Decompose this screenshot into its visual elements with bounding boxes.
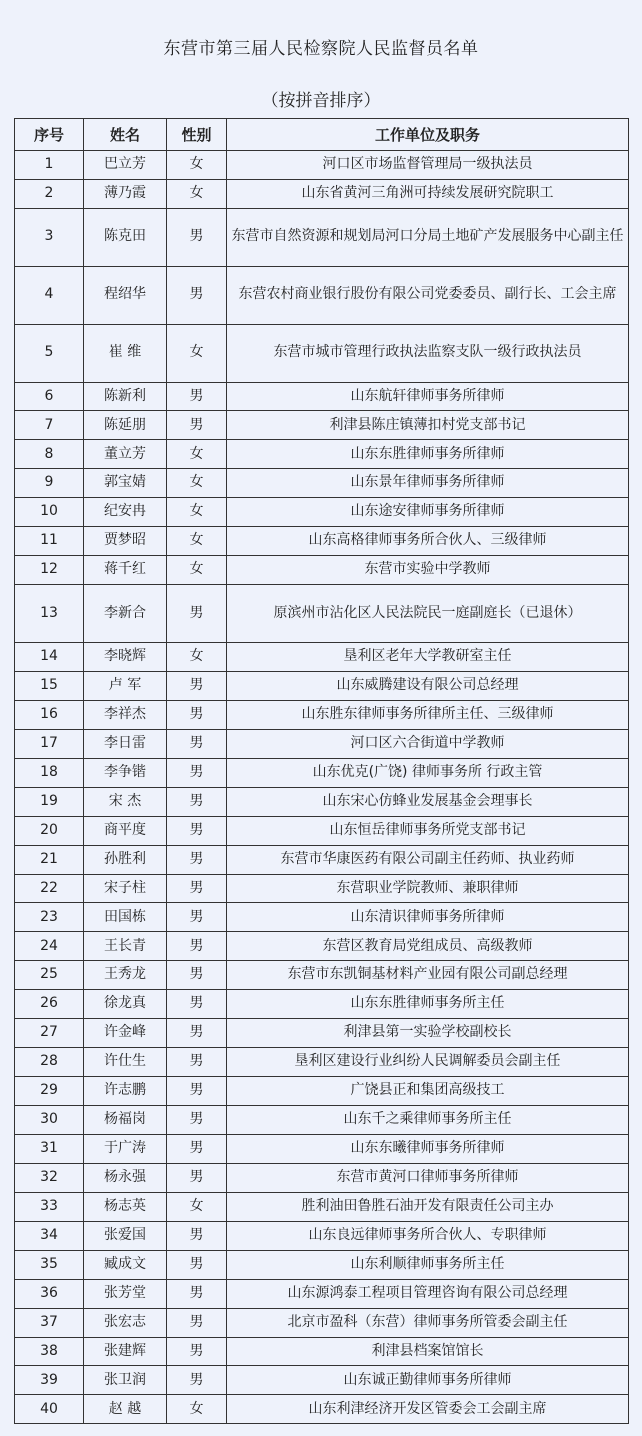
cell-gender: 男 xyxy=(167,671,227,700)
cell-name: 纪安冉 xyxy=(84,498,167,527)
cell-number: 2 xyxy=(15,179,84,208)
cell-name: 程绍华 xyxy=(84,266,167,324)
cell-gender: 女 xyxy=(167,1395,227,1424)
cell-department: 山东诚正勤律师事务所律师 xyxy=(227,1366,629,1395)
table-row xyxy=(15,1221,629,1250)
table-row xyxy=(15,208,629,266)
cell-name: 臧成文 xyxy=(84,1250,167,1279)
table-row xyxy=(15,961,629,990)
cell-department: 河口区市场监督管理局一级执法员 xyxy=(227,151,629,180)
cell-department: 河口区六合街道中学教师 xyxy=(227,729,629,758)
table-row xyxy=(15,469,629,498)
cell-number: 35 xyxy=(15,1250,84,1279)
cell-department: 山东优克(广饶) 律师事务所 行政主管 xyxy=(227,758,629,787)
cell-name: 商平度 xyxy=(84,816,167,845)
table-row xyxy=(15,729,629,758)
cell-department: 利津县陈庄镇薄扣村党支部书记 xyxy=(227,411,629,440)
table-row xyxy=(15,266,629,324)
table-row xyxy=(15,151,629,180)
cell-name: 李祥杰 xyxy=(84,700,167,729)
cell-name: 卢 军 xyxy=(84,671,167,700)
table-row xyxy=(15,1106,629,1135)
cell-name: 张芳堂 xyxy=(84,1279,167,1308)
cell-number: 9 xyxy=(15,469,84,498)
table-row xyxy=(15,1134,629,1163)
cell-department: 东营农村商业银行股份有限公司党委委员、副行长、工会主席 xyxy=(227,266,629,324)
cell-department: 东营区教育局党组成员、高级教师 xyxy=(227,932,629,961)
cell-name: 杨福岗 xyxy=(84,1106,167,1135)
cell-number: 1 xyxy=(15,151,84,180)
cell-gender: 女 xyxy=(167,643,227,672)
cell-gender: 男 xyxy=(167,1308,227,1337)
cell-department: 东营职业学院教师、兼职律师 xyxy=(227,874,629,903)
table-row xyxy=(15,990,629,1019)
cell-number: 26 xyxy=(15,990,84,1019)
cell-gender: 男 xyxy=(167,845,227,874)
cell-gender: 女 xyxy=(167,179,227,208)
cell-gender: 男 xyxy=(167,382,227,411)
table-row xyxy=(15,1308,629,1337)
cell-gender: 男 xyxy=(167,874,227,903)
cell-name: 杨永强 xyxy=(84,1163,167,1192)
cell-gender: 女 xyxy=(167,469,227,498)
cell-gender: 男 xyxy=(167,266,227,324)
table-row xyxy=(15,903,629,932)
table-row xyxy=(15,1279,629,1308)
cell-name: 蒋千红 xyxy=(84,556,167,585)
cell-number: 38 xyxy=(15,1337,84,1366)
cell-department: 利津县档案馆馆长 xyxy=(227,1337,629,1366)
cell-department: 东营市城市管理行政执法监察支队一级行政执法员 xyxy=(227,324,629,382)
cell-number: 23 xyxy=(15,903,84,932)
cell-number: 12 xyxy=(15,556,84,585)
cell-department: 广饶县正和集团高级技工 xyxy=(227,1077,629,1106)
cell-number: 37 xyxy=(15,1308,84,1337)
cell-gender: 男 xyxy=(167,1250,227,1279)
cell-gender: 男 xyxy=(167,1077,227,1106)
cell-gender: 男 xyxy=(167,1134,227,1163)
cell-gender: 女 xyxy=(167,1192,227,1221)
cell-name: 宋子柱 xyxy=(84,874,167,903)
cell-name: 薄乃霞 xyxy=(84,179,167,208)
cell-number: 31 xyxy=(15,1134,84,1163)
cell-department: 山东胜东律师事务所律所主任、三级律师 xyxy=(227,700,629,729)
cell-name: 张卫润 xyxy=(84,1366,167,1395)
cell-department: 山东东胜律师事务所主任 xyxy=(227,990,629,1019)
cell-department: 垦利区老年大学教研室主任 xyxy=(227,643,629,672)
cell-name: 李争锴 xyxy=(84,758,167,787)
cell-department: 山东高格律师事务所合伙人、三级律师 xyxy=(227,527,629,556)
cell-number: 40 xyxy=(15,1395,84,1424)
cell-name: 杨志英 xyxy=(84,1192,167,1221)
cell-gender: 男 xyxy=(167,411,227,440)
cell-gender: 男 xyxy=(167,758,227,787)
cell-number: 34 xyxy=(15,1221,84,1250)
cell-department: 山东航轩律师事务所律师 xyxy=(227,382,629,411)
table-row xyxy=(15,1192,629,1221)
cell-number: 18 xyxy=(15,758,84,787)
cell-gender: 女 xyxy=(167,151,227,180)
cell-gender: 男 xyxy=(167,961,227,990)
cell-name: 贾梦昭 xyxy=(84,527,167,556)
cell-gender: 男 xyxy=(167,816,227,845)
cell-name: 孙胜利 xyxy=(84,845,167,874)
table-row xyxy=(15,324,629,382)
cell-name: 李新合 xyxy=(84,585,167,643)
cell-number: 30 xyxy=(15,1106,84,1135)
cell-number: 13 xyxy=(15,585,84,643)
header-number: 序号 xyxy=(15,119,84,151)
table-row xyxy=(15,1395,629,1424)
cell-name: 许金峰 xyxy=(84,1019,167,1048)
cell-number: 7 xyxy=(15,411,84,440)
cell-number: 25 xyxy=(15,961,84,990)
cell-department: 山东宋心仿蜂业发展基金会理事长 xyxy=(227,787,629,816)
cell-department: 山东利顺律师事务所主任 xyxy=(227,1250,629,1279)
cell-name: 崔 维 xyxy=(84,324,167,382)
cell-name: 陈克田 xyxy=(84,208,167,266)
cell-number: 28 xyxy=(15,1048,84,1077)
cell-gender: 男 xyxy=(167,585,227,643)
cell-gender: 女 xyxy=(167,324,227,382)
cell-department: 山东千之乘律师事务所主任 xyxy=(227,1106,629,1135)
cell-gender: 男 xyxy=(167,903,227,932)
cell-department: 东营市东凯铜基材料产业园有限公司副总经理 xyxy=(227,961,629,990)
cell-name: 徐龙真 xyxy=(84,990,167,1019)
table-row xyxy=(15,1366,629,1395)
cell-department: 垦利区建设行业纠纷人民调解委员会副主任 xyxy=(227,1048,629,1077)
cell-number: 33 xyxy=(15,1192,84,1221)
cell-number: 16 xyxy=(15,700,84,729)
cell-department: 山东途安律师事务所律师 xyxy=(227,498,629,527)
cell-gender: 男 xyxy=(167,1279,227,1308)
cell-number: 36 xyxy=(15,1279,84,1308)
cell-department: 东营市自然资源和规划局河口分局土地矿产发展服务中心副主任 xyxy=(227,208,629,266)
cell-name: 许仕生 xyxy=(84,1048,167,1077)
cell-department: 山东清识律师事务所律师 xyxy=(227,903,629,932)
table-row xyxy=(15,787,629,816)
cell-gender: 男 xyxy=(167,932,227,961)
table-row xyxy=(15,1250,629,1279)
cell-department: 山东良远律师事务所合伙人、专职律师 xyxy=(227,1221,629,1250)
cell-gender: 男 xyxy=(167,1048,227,1077)
cell-name: 李日雷 xyxy=(84,729,167,758)
cell-name: 张宏志 xyxy=(84,1308,167,1337)
cell-gender: 女 xyxy=(167,527,227,556)
cell-department: 北京市盈科（东营）律师事务所管委会副主任 xyxy=(227,1308,629,1337)
cell-number: 22 xyxy=(15,874,84,903)
cell-gender: 男 xyxy=(167,1019,227,1048)
cell-gender: 男 xyxy=(167,1221,227,1250)
table-row xyxy=(15,382,629,411)
cell-number: 8 xyxy=(15,440,84,469)
cell-gender: 男 xyxy=(167,1337,227,1366)
cell-department: 东营市华康医药有限公司副主任药师、执业药师 xyxy=(227,845,629,874)
cell-gender: 男 xyxy=(167,700,227,729)
cell-name: 陈延朋 xyxy=(84,411,167,440)
cell-name: 田国栋 xyxy=(84,903,167,932)
cell-number: 4 xyxy=(15,266,84,324)
cell-number: 39 xyxy=(15,1366,84,1395)
cell-number: 14 xyxy=(15,643,84,672)
cell-department: 山东恒岳律师事务所党支部书记 xyxy=(227,816,629,845)
cell-number: 15 xyxy=(15,671,84,700)
table-row xyxy=(15,411,629,440)
cell-number: 32 xyxy=(15,1163,84,1192)
cell-name: 郭宝婧 xyxy=(84,469,167,498)
cell-number: 11 xyxy=(15,527,84,556)
cell-department: 山东景年律师事务所律师 xyxy=(227,469,629,498)
table-row xyxy=(15,671,629,700)
cell-name: 于广涛 xyxy=(84,1134,167,1163)
cell-department: 山东东胜律师事务所律师 xyxy=(227,440,629,469)
table-row xyxy=(15,700,629,729)
cell-gender: 女 xyxy=(167,440,227,469)
cell-name: 王长青 xyxy=(84,932,167,961)
page-subtitle: （按拼音排序） xyxy=(261,91,381,111)
table-row xyxy=(15,1019,629,1048)
cell-name: 张爱国 xyxy=(84,1221,167,1250)
table-header-row xyxy=(15,119,629,151)
header-department: 工作单位及职务 xyxy=(227,119,629,151)
page-title: 东营市第三届人民检察院人民监督员名单 xyxy=(163,39,479,59)
cell-number: 29 xyxy=(15,1077,84,1106)
cell-department: 山东东曦律师事务所律师 xyxy=(227,1134,629,1163)
cell-gender: 男 xyxy=(167,729,227,758)
cell-gender: 男 xyxy=(167,1366,227,1395)
cell-number: 24 xyxy=(15,932,84,961)
cell-number: 5 xyxy=(15,324,84,382)
table-row xyxy=(15,556,629,585)
table-row xyxy=(15,1163,629,1192)
cell-department: 山东源鸿泰工程项目管理咨询有限公司总经理 xyxy=(227,1279,629,1308)
table-row xyxy=(15,643,629,672)
table-row xyxy=(15,440,629,469)
cell-name: 宋 杰 xyxy=(84,787,167,816)
table-row xyxy=(15,816,629,845)
cell-name: 王秀龙 xyxy=(84,961,167,990)
cell-department: 原滨州市沾化区人民法院民一庭副庭长（已退休） xyxy=(227,585,629,643)
cell-gender: 男 xyxy=(167,990,227,1019)
cell-department: 利津县第一实验学校副校长 xyxy=(227,1019,629,1048)
supervisor-table xyxy=(14,118,629,1424)
table-row xyxy=(15,585,629,643)
table-row xyxy=(15,1048,629,1077)
cell-department: 山东威腾建设有限公司总经理 xyxy=(227,671,629,700)
table-row xyxy=(15,179,629,208)
cell-department: 东营市黄河口律师事务所律师 xyxy=(227,1163,629,1192)
cell-gender: 女 xyxy=(167,498,227,527)
cell-department: 山东省黄河三角洲可持续发展研究院职工 xyxy=(227,179,629,208)
cell-department: 胜利油田鲁胜石油开发有限责任公司主办 xyxy=(227,1192,629,1221)
cell-name: 李晓辉 xyxy=(84,643,167,672)
cell-gender: 男 xyxy=(167,1163,227,1192)
cell-name: 许志鹏 xyxy=(84,1077,167,1106)
table-row xyxy=(15,498,629,527)
cell-name: 赵 越 xyxy=(84,1395,167,1424)
cell-number: 20 xyxy=(15,816,84,845)
cell-number: 27 xyxy=(15,1019,84,1048)
cell-name: 董立芳 xyxy=(84,440,167,469)
table-row xyxy=(15,932,629,961)
cell-name: 陈新利 xyxy=(84,382,167,411)
header-name: 姓名 xyxy=(84,119,167,151)
cell-number: 19 xyxy=(15,787,84,816)
cell-number: 6 xyxy=(15,382,84,411)
cell-department: 东营市实验中学教师 xyxy=(227,556,629,585)
header-gender: 性别 xyxy=(167,119,227,151)
table-row xyxy=(15,874,629,903)
table-row xyxy=(15,758,629,787)
cell-name: 巴立芳 xyxy=(84,151,167,180)
cell-number: 10 xyxy=(15,498,84,527)
cell-department: 山东利津经济开发区管委会工会副主席 xyxy=(227,1395,629,1424)
table-row xyxy=(15,845,629,874)
cell-name: 张建辉 xyxy=(84,1337,167,1366)
table-row xyxy=(15,1077,629,1106)
cell-gender: 男 xyxy=(167,1106,227,1135)
cell-gender: 男 xyxy=(167,787,227,816)
table-row xyxy=(15,1337,629,1366)
cell-number: 17 xyxy=(15,729,84,758)
cell-number: 3 xyxy=(15,208,84,266)
table-row xyxy=(15,527,629,556)
cell-number: 21 xyxy=(15,845,84,874)
cell-gender: 男 xyxy=(167,208,227,266)
cell-gender: 女 xyxy=(167,556,227,585)
